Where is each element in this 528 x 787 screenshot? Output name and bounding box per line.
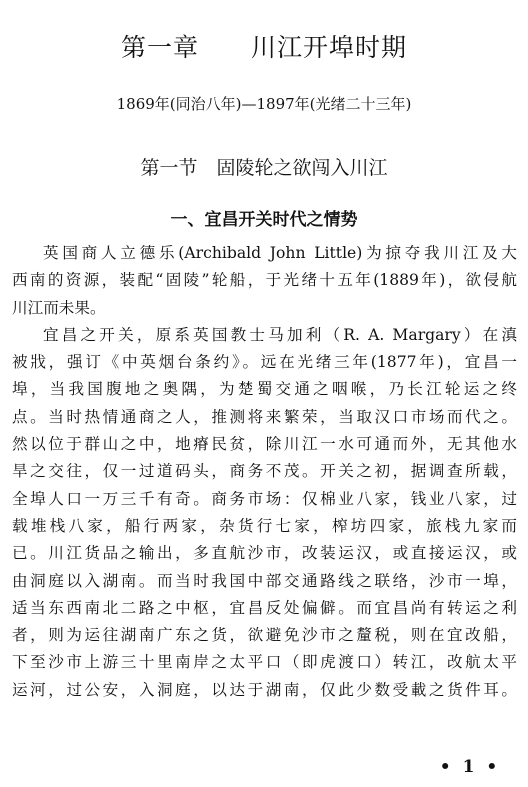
text-line: 埠，当我国腹地之奥隅，为楚蜀交通之咽喉，乃长江轮运之终 bbox=[12, 380, 517, 399]
text-line: 然以位于群山之中，地瘠民贫，除川江一水可通而外，无其他水 bbox=[12, 435, 517, 454]
text-line: 下至沙市上游三十里南岸之太平口（即虎渡口）转江，改航太平 bbox=[12, 653, 517, 672]
text-line: 旱之交往，仅一过道码头，商务不茂。开关之初，据调查所载， bbox=[12, 462, 517, 481]
text-line: 被戕，强订《中英烟台条约》。远在光绪三年(1877年)，宜昌一 bbox=[12, 353, 517, 372]
text-line: 点。当时热情通商之人，推测将来繁荣，当取汉口市场而代之。 bbox=[12, 407, 517, 426]
text-line: 全埠人口一万三千有奇。商务市场：仅棉业八家，钱业八家，过 bbox=[12, 489, 517, 508]
period-subtitle: 1869年(同治八年)—1897年(光绪二十三年) bbox=[116, 95, 412, 113]
subsection-title: 一、宜昌开关时代之情势 bbox=[170, 210, 358, 230]
text-line: 运河，过公安，入洞庭，以达于湖南，仅此少数受載之货件耳。 bbox=[12, 680, 517, 699]
text-line: 宜昌之开关，原系英国教士马加利（R. A. Margary）在滇 bbox=[43, 325, 517, 344]
text-line: 者，则为运往湖南广东之货，欲避免沙市之釐税，则在宜改船， bbox=[12, 626, 517, 645]
section-title: 第一节 固陵轮之欲闯入川江 bbox=[140, 157, 388, 179]
text-line: 西南的资源，装配“固陵”轮船，于光绪十五年(1889年)，欲侵航 bbox=[12, 271, 517, 290]
text-line: 川江而未果。 bbox=[12, 298, 106, 317]
text-line: 已。川江货品之输出，多直航沙市，改装运汉，或直接运汉，或 bbox=[12, 544, 517, 563]
chapter-title: 第一章 川江开埠时期 bbox=[120, 33, 407, 62]
text-line: 适当东西南北二路之中枢，宜昌反处偏僻。而宜昌尚有转运之利 bbox=[12, 598, 517, 617]
text-line: 英国商人立德乐(Archibald John Little)为掠夺我川江及大 bbox=[43, 244, 517, 262]
paragraph-2 bbox=[12, 322, 517, 704]
body-text bbox=[12, 240, 517, 704]
page-number: • 1 • bbox=[439, 757, 501, 777]
paragraph-1 bbox=[12, 240, 517, 322]
text-line: 由洞庭以入湖南。而当时我国中部交通路线之联络，沙市一埠， bbox=[12, 571, 517, 590]
text-line: 载堆栈八家，船行两家，杂货行七家，榨坊四家，旅栈九家而 bbox=[12, 516, 517, 535]
